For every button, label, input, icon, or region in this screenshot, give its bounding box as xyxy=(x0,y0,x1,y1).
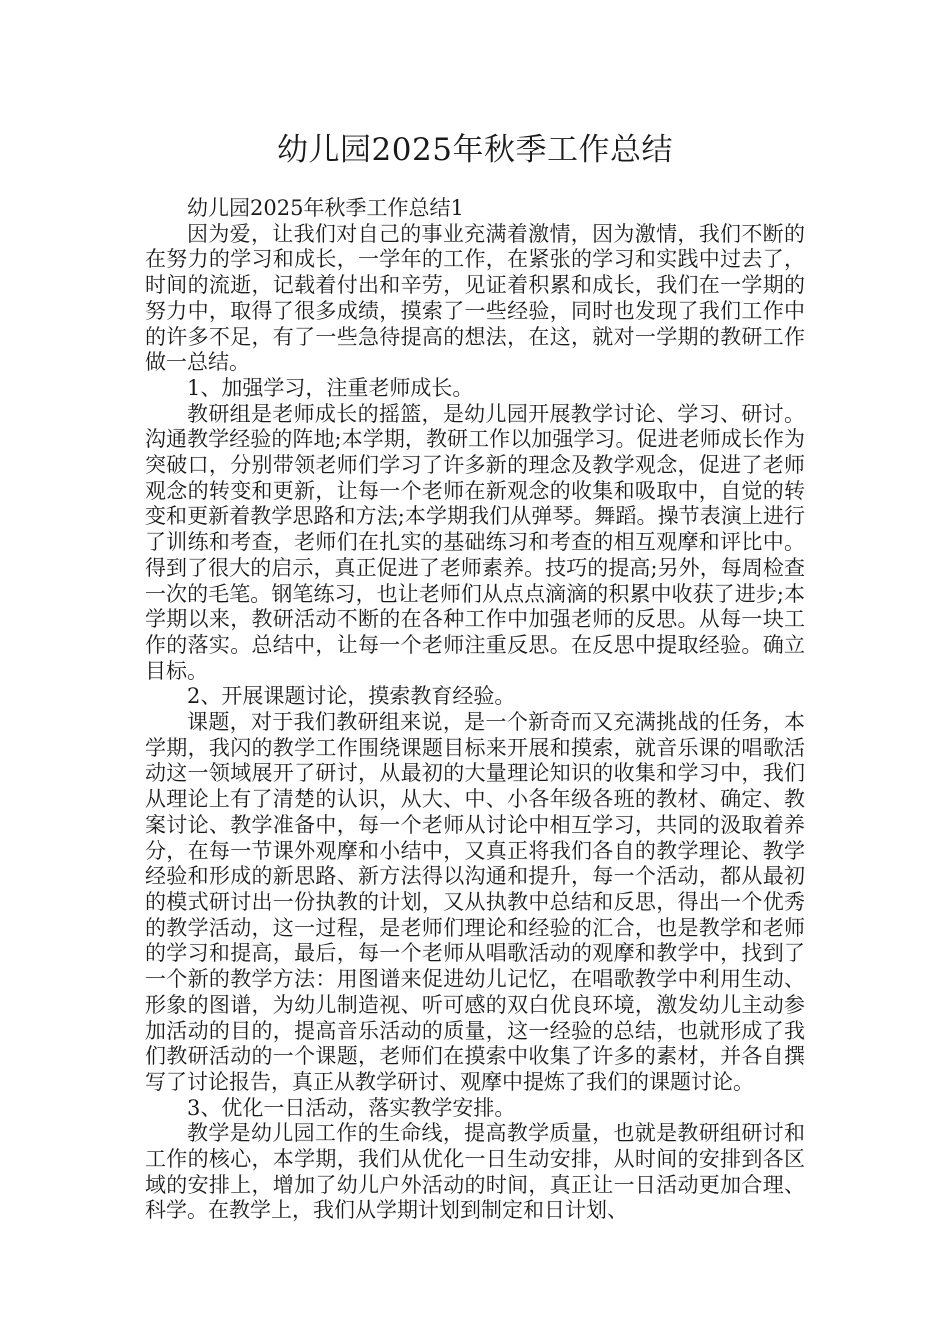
paragraph: 因为爱，让我们对自己的事业充满着激情，因为激情，我们不断的在努力的学习和成长，一学年的工作，在紧张的学习和实践中过去了，时间的流逝，记载着付出和辛劳，见证着积累和成长，我们在一学期的努力中，取得了很多成绩，摸索了一些经验，同时也发现了我们工作中的许多不足，有了一些急待提高的想法，在这，就对一学期的教研工作做一总结。 xyxy=(145,221,805,375)
paragraph: 教学是幼儿园工作的生命线，提高教学质量，也就是教研组研讨和工作的核心，本学期，我们从优化一日生动安排，从时间的安排到各区域的安排上，增加了幼儿户外活动的时间，真正让一日活动更加合理、科学。在教学上，我们从学期计划到制定和日计划、 xyxy=(145,1121,805,1223)
paragraph: 教研组是老师成长的摇篮，是幼儿园开展教学讨论、学习、研讨。沟通教学经验的阵地;本学期，教研工作以加强学习。促进老师成长作为突破口，分别带领老师们学习了许多新的理念及教学观念，促进了老师观念的转变和更新，让每一个老师在新观念的收集和吸取中，自觉的转变和更新着教学思路和方法;本学期我们从弹琴。舞蹈。操节表演上进行了训练和考查，老师们在扎实的基础练习和考查的相互观摩和评比中。得到了很大的启示，真正促进了老师素养。技巧的提高;另外，每周检查一次的毛笔。钢笔练习，也让老师们从点点滴滴的积累中收获了进步;本学期以来，教研活动不断的在各种工作中加强老师的反思。从每一块工作的落实。总结中，让每一个老师注重反思。在反思中提取经验。确立目标。 xyxy=(145,401,805,683)
document-body xyxy=(145,196,805,1224)
section-heading-1: 幼儿园2025年秋季工作总结1 xyxy=(187,196,464,220)
subheading: 1、加强学习，注重老师成长。 xyxy=(187,375,474,400)
paragraph: 课题，对于我们教研组来说，是一个新奇而又充满挑战的任务，本学期，我闪的教学工作围绕课题目标来开展和摸索，就音乐课的唱歌活动这一领域展开了研讨，从最初的大量理论知识的收集和学习中，我们从理论上有了清楚的认识，从大、中、小各年级各班的教材、确定、教案讨论、教学准备中，每一个老师从讨论中相互学习，共同的汲取着养分，在每一节课外观摩和小结中，又真正将我们各自的教学理论、教学经验和形成的新思路、新方法得以沟通和提升，每一个活动，都从最初的模式研讨出一份执教的计划，又从执教中总结和反思，得出一个优秀的教学活动，这一过程，是老师们理论和经验的汇合，也是教学和老师的学习和提高，最后，每一个老师从唱歌活动的观摩和教学中，找到了一个新的教学方法：用图谱来促进幼儿记忆，在唱歌教学中利用生动、形象的图谱，为幼儿制造视、听可感的双白优良环境，激发幼儿主动参加活动的目的，提高音乐活动的质量，这一经验的总结，也就形成了我们教研活动的一个课题，老师们在摸索中收集了许多的素材，并各自撰写了讨论报告，真正从教学研讨、观摩中提炼了我们的课题讨论。 xyxy=(145,710,805,1094)
document-title: 幼儿园2025年秋季工作总结 xyxy=(277,132,673,168)
subheading: 2、开展课题讨论，摸索教育经验。 xyxy=(187,684,516,709)
subheading: 3、优化一日活动，落实教学安排。 xyxy=(187,1095,516,1120)
